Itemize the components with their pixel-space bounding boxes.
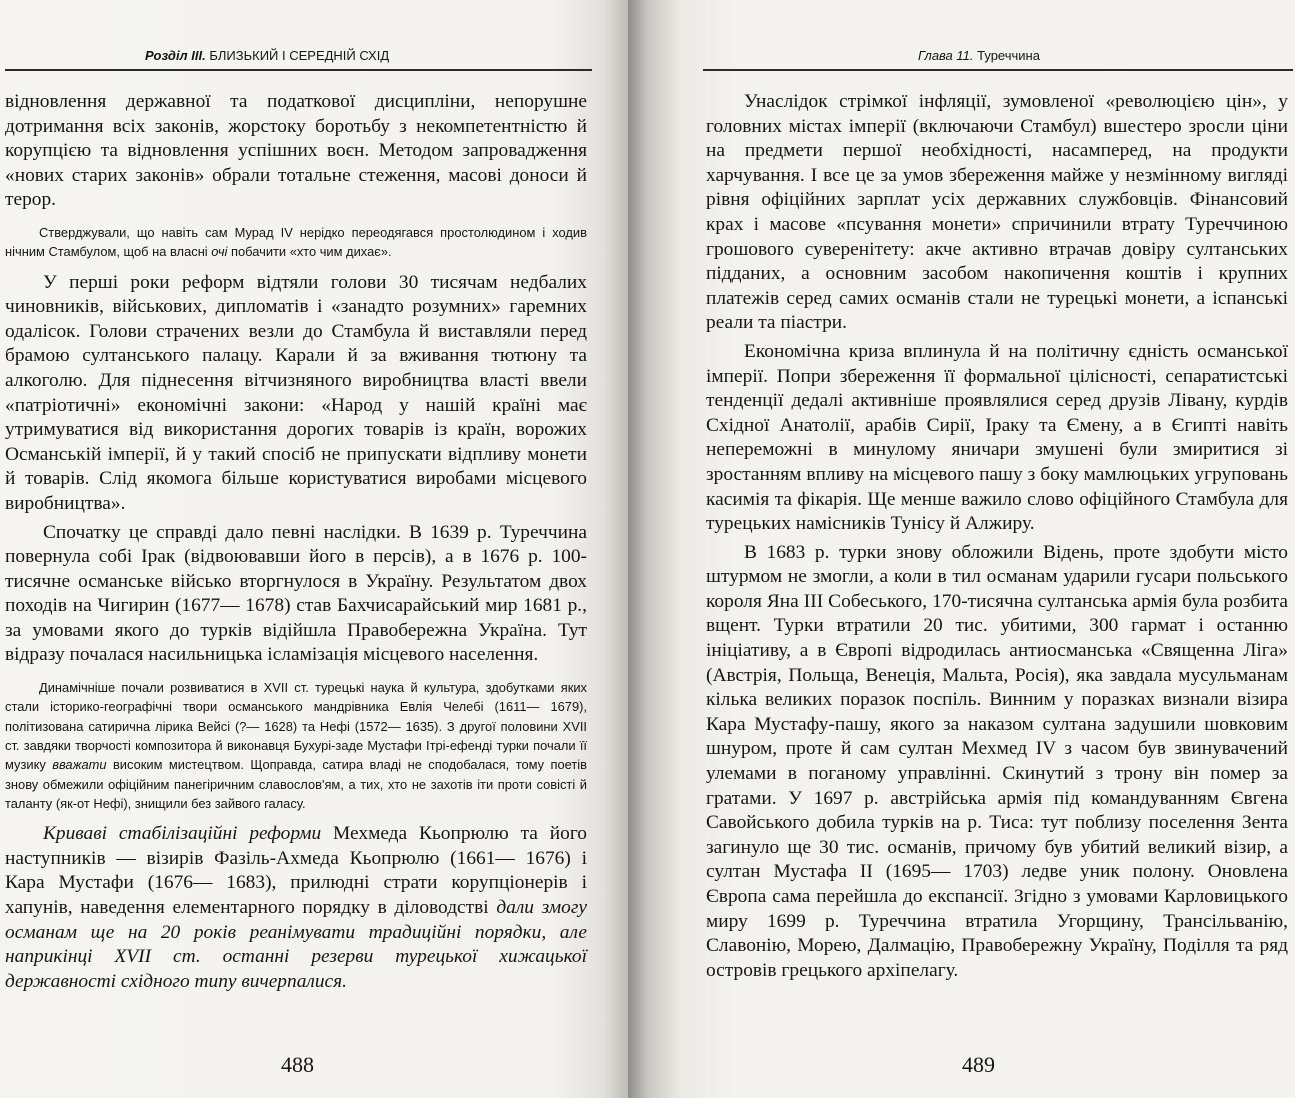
body-text (706, 90, 1288, 983)
page-number: 488 (281, 1052, 314, 1077)
side-note: Стверджували, що навіть сам Мурад IV нерідко переодягався простолюдином і ходив нічним Стамбулом, щоб на власні очі побачити «хто чим дихає». (5, 224, 587, 260)
page-number: 489 (962, 1052, 995, 1077)
paragraph: У перші роки реформ відтяли голови 30 тисячам недбалих чиновників, військових, дипломатів і «занадто розумних» гаремних одалісок. Голови страчених везли до Стамбула й виставляли перед брамою султанського палацу. Карали й за вживання тютюну та алкоголю. Для піднесення вітчизняного виробництва власті ввели «патріотичні» економічні закони: «Народ у нашій країні має утримуватися від використання дорогих товарів із країн, ворожих Османській імперії, й у такий спосіб не припускати відпливу монети й товарів. Слід якомога більше користуватися виробами місцевого виробництва». (5, 271, 587, 514)
paragraph: Криваві стабілізаційні реформи Мехмеда Кьопрюлю та його наступників — візирів Фазіль-Ахмеда Кьопрюлю (1661— 1676) і Кара Мустафи (1676— 1683), прилюдні страти корупціонерів і хапунів, наведення елементарного порядку в діловодстві дали змогу османам ще на 20 років реанімувати традиційні порядки, але наприкінці XVII ст. останні резерви турецької хижацької державності східного типу вичерпалися. (5, 823, 588, 992)
left-page (0, 0, 628, 1098)
paragraph: В 1683 р. турки знову обложили Відень, проте здобути місто штурмом не змогли, а коли в тил османам ударили гусари польського короля Яна III Собеського, 170-тисячна султанська армія була розбита вщент. Турки втратили 20 тис. убитими, 300 гармат і останню ініціативу, а в Європі відродилась антиосманська «Священна Ліга» (Австрія, Польща, Венеція, Мальта, Росія), яка завдала мусульманам кілька великих поразок поспіль. Винним у поразках визнали візира Кара Мустафу-пашу, якого за наказом султана задушили шовковим шнуром, проте й сам султан Мехмед IV з часом був звинувачений улемами в поганому управлінні. Скинутий з трону він помер за гратами. У 1697 р. австрійська армія під командуванням Євгена Савойського добила турків на р. Тиса: тут поблизу поселення Зента загинуло ще 30 тис. османів, причому був убитий великий візир, а султан Мустафа II (1695— 1703) ледве уник полону. Оновлена Європа сама перейшла до експансії. Згідно з умовами Карловицького миру 1699 р. Туреччина втратила Угорщину, Трансільванію, Славонію, Морею, Далмацію, Правобережну Україну, Поділля та ряд островів грецького архіпелагу. (706, 541, 1288, 981)
running-header (918, 48, 1040, 68)
side-note: Динамічніше почали розвиватися в XVII ст. турецькі наука й культура, здобутками яких стали історико-географічні твори османського мандрівника Евлія Челебі (1611— 1679), політизована сатирична лірика Вейсі (?— 1628) та Нефі (1572— 1635). З другої половини XVII ст. завдяки творчості композитора й виконавця Бухурі-заде Мустафи Ітрі-ефенді турки почали її музику вважати високим мистецтвом. Щоправда, сатира владі не сподобалася, тому поетів знову обмежили офіційним панегіричним славослов'ям, а тих, хто не захотів іти проти совісті й таланту (як-от Нефі), знищили без зайвого галасу. (5, 680, 588, 811)
paragraph: Економічна криза вплинула й на політичну єдність османської імперії. Попри збереження її формальної цілісності, сепаратистські тенденції дедалі активніше проявлялися серед друзів Лівану, курдів Східної Анатолії, арабів Сирії, Іраку та Ємену, а в Єгипті навіть непереможні в минулому яничари змушені були змиритися зі зростанням впливу на місцевого пашу з боку мамлюцьких угруповань касимія та фікарія. Ще менше важило слово офіційного Стамбула для турецьких намісників Тунісу й Алжиру. (706, 340, 1288, 535)
header-section: Глава 11. (918, 48, 974, 63)
header-title: Туреччина (977, 48, 1040, 63)
paragraph: Спочатку це справді дало певні наслідки. В 1639 р. Туреччина повернула собі Ірак (відвоювавши його в персів), а в 1676 р. 100-тисячне османське військо вторгнулося в Україну. Результатом двох походів на Чигирин (1677— 1678) став Бахчисарайський мир 1681 р., за умовами якого до турків відійшла Правобережна Україна. Тут відразу почалася насильницька ісламізація місцевого населення. (5, 521, 587, 666)
header-rule (703, 69, 1293, 71)
paragraph: відновлення державної та податкової дисципліни, непорушне дотримання всіх законів, жорстоку боротьбу з некомпетентністю й корупцією та відновлення успішних воєн. Методом запровадження «нових старих законів» обрали тотальне стеження, масові доноси й терор. (5, 91, 587, 211)
header-section: Розділ III. (145, 48, 206, 63)
paragraph: Унаслідок стрімкої інфляції, зумовленої «революцією цін», у головних містах імперії (включаючи Стамбул) вшестеро зросли ціни на предмети першої необхідності, насамперед, на продукти харчування. І все це за умов збереження майже у незмінному вигляді рівня офіційних зарплат усіх державних службовців. Фінансовий крах і масове «псування монети» спричинили втрату Туреччиною грошового суверенітету: акче активно втрачав довіру султанських підданих, а основним засобом накопичення коштів і крупних платежів серед самих османів стали не турецькі монети, а іспанські реали та піастри. (706, 91, 1288, 334)
header-rule (5, 69, 592, 71)
header-title: БЛИЗЬКИЙ І СЕРЕДНІЙ СХІД (209, 48, 390, 63)
running-header (145, 48, 389, 68)
right-page (628, 0, 1295, 1098)
body-text (5, 90, 587, 994)
